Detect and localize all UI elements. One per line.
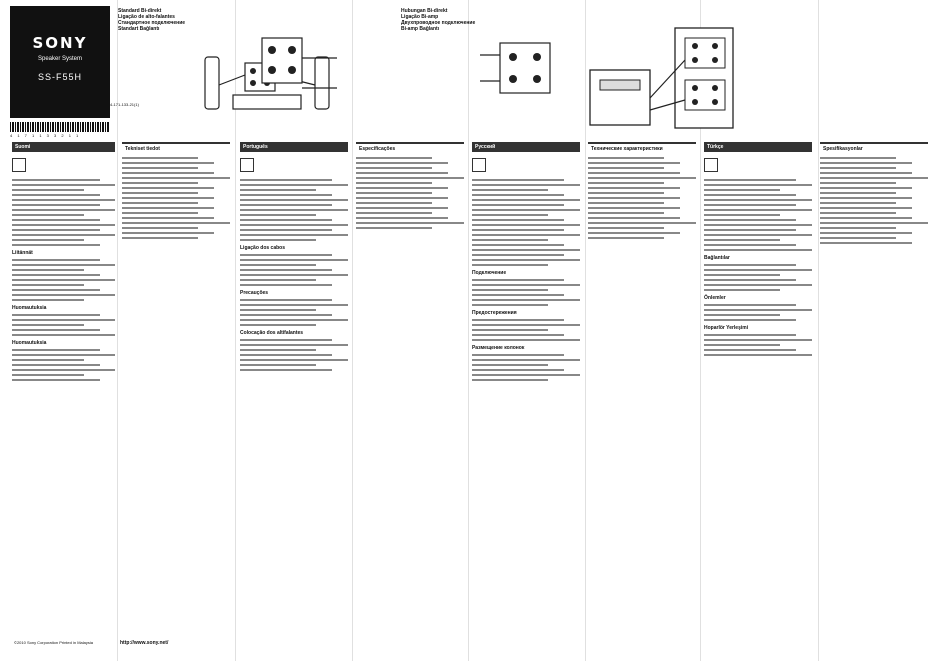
warning-icon — [472, 158, 486, 172]
section-header: Especificações — [356, 142, 464, 154]
subheading: Размещение колонок — [472, 345, 525, 351]
warning-icon — [240, 158, 254, 172]
brand-box — [10, 6, 110, 118]
section-header: Технические характеристики — [588, 142, 696, 154]
fold-line — [818, 0, 819, 661]
bi-amp-connection-diagram — [585, 20, 775, 135]
section-header: Tekniset tiedot — [122, 142, 230, 154]
part-number: 4-171-133-21(1) — [110, 102, 139, 107]
section-suomi — [12, 142, 115, 384]
section-spesifikasyonlar — [820, 142, 928, 247]
section-portugues — [240, 142, 348, 374]
copyright: ©2010 Sony Corporation Printed in Malaysia — [14, 640, 93, 645]
subheading: Önlemler — [704, 295, 726, 301]
fold-line — [468, 0, 469, 661]
subheading: Liitännät — [12, 250, 33, 256]
panel4-title: Hubungan Bi-direkt Ligação Bi-amp Двухпроводное подключение Bi-amp Bağlantı — [401, 8, 476, 32]
section-tekniset-tiedot — [122, 142, 230, 242]
subheading: Ligação dos cabos — [240, 245, 286, 251]
bi-amp-terminal-diagram — [480, 35, 580, 100]
section-especificacoes — [356, 142, 464, 232]
brand-logo: SONY — [32, 34, 88, 52]
section-header: Suomi — [12, 142, 115, 152]
panel2-title: Standard Bi-direkt Ligação de alto-falantes Стандартное подключение Standart Bağlantı — [118, 8, 186, 32]
subheading: Hoparlör Yerleşimi — [704, 325, 749, 331]
warning-icon — [12, 158, 26, 172]
warning-icon — [704, 158, 718, 172]
subheading: Huomautuksia — [12, 340, 47, 346]
barcode-digits: 4 1 7 1 1 3 3 2 1 1 — [10, 133, 81, 138]
fold-line — [117, 0, 118, 661]
website-link[interactable]: http://www.sony.net/ — [120, 640, 169, 646]
subheading: Precauções — [240, 290, 269, 296]
product-type: Speaker System — [37, 56, 83, 62]
subheading: Colocação dos altifalantes — [240, 330, 304, 336]
section-russian — [472, 142, 580, 384]
section-tech-specs — [588, 142, 696, 242]
barcode — [10, 122, 110, 132]
model-name: SS-F55H — [37, 72, 82, 82]
section-header: Русский — [472, 142, 580, 152]
subheading: Huomautuksia — [12, 305, 47, 311]
subheading: Предостережения — [472, 310, 517, 316]
terminal-diagram — [237, 18, 347, 103]
section-turkce — [704, 142, 812, 359]
section-header: Português — [240, 142, 348, 152]
subheading: Bağlantılar — [704, 255, 730, 261]
subheading: Подключение — [472, 270, 507, 276]
section-header: Spesifikasyonlar — [820, 142, 928, 154]
section-header: Türkçe — [704, 142, 812, 152]
